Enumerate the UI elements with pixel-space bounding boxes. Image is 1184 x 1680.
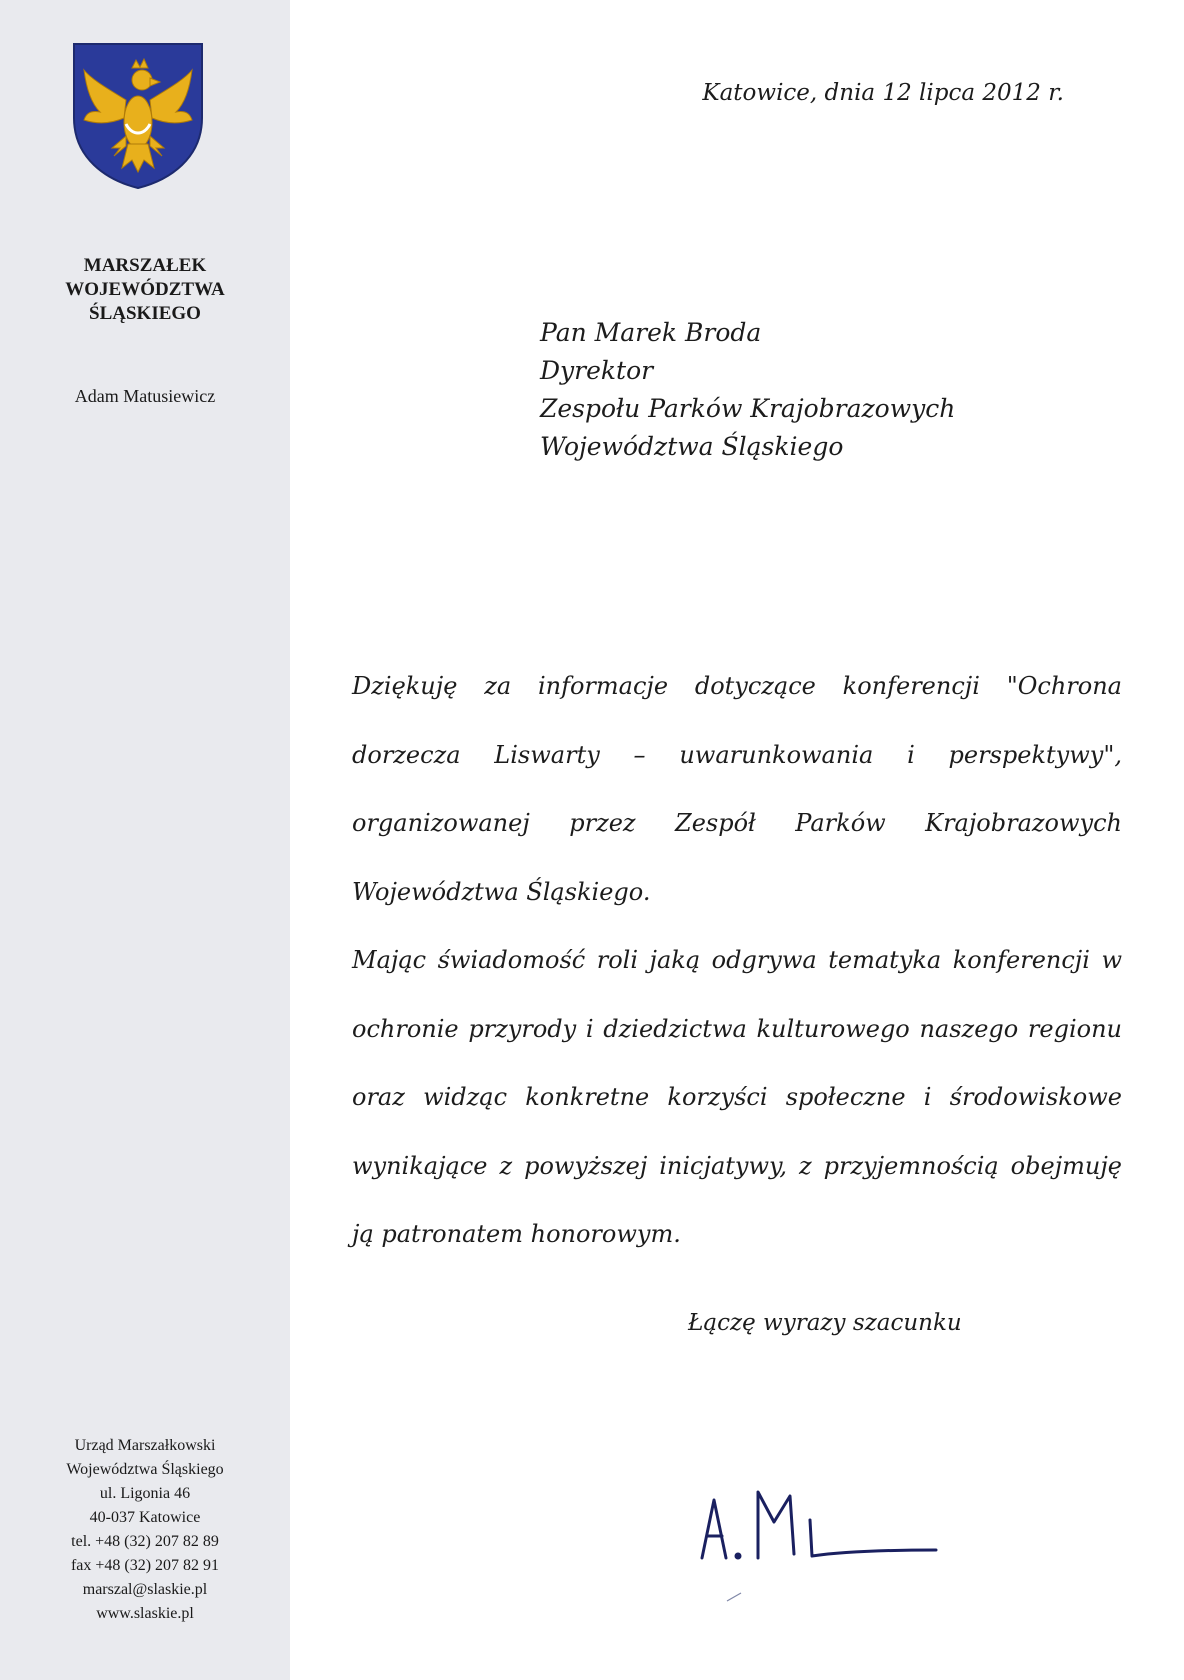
- contact-email: marszal@slaskie.pl: [82, 1581, 208, 1598]
- contact-line: Województwa Śląskiego: [66, 1461, 224, 1478]
- letterhead-sidebar: [0, 0, 290, 1680]
- silesian-eagle-coat-of-arms-icon: [70, 40, 206, 190]
- contact-fax: fax +48 (32) 207 82 91: [70, 1557, 220, 1574]
- letter-date: Katowice, dnia 12 lipca 2012 r.: [702, 80, 1064, 106]
- office-title-line: WOJEWÓDZTWA: [65, 279, 225, 300]
- office-title: [0, 254, 290, 326]
- letter-body: [352, 652, 1122, 1269]
- pen-mark: [726, 1592, 742, 1602]
- recipient-line: Dyrektor: [540, 356, 654, 385]
- body-paragraph: Mając świadomość roli jaką odgrywa tematyka konferencji w ochronie przyrody i dziedzictwa kulturowego naszego regionu oraz widząc konkretne korzyści społeczne i środowiskowe wynikające z powyższej inicjatywy, z przyjemnością obejmuję ją patronatem honorowym.: [352, 946, 1122, 1248]
- recipient-line: Województwa Śląskiego: [540, 432, 844, 461]
- recipient-line: Pan Marek Broda: [540, 318, 762, 347]
- closing-phrase: Łączę wyrazy szacunku: [688, 1310, 962, 1336]
- contact-website: www.slaskie.pl: [96, 1605, 194, 1622]
- office-title-line: MARSZAŁEK: [83, 255, 207, 276]
- body-paragraph: Dziękuję za informacje dotyczące konferencji "Ochrona dorzecza Liswarty – uwarunkowania i perspektywy", organizowanej przez Zespół Parków Krajobrazowych Województwa Śląskiego.: [352, 672, 1122, 906]
- recipient-address: [540, 314, 955, 466]
- recipient-line: Zespołu Parków Krajobrazowych: [540, 394, 956, 423]
- contact-line: 40-037 Katowice: [89, 1509, 201, 1526]
- contact-block: [0, 1434, 290, 1626]
- contact-phone: tel. +48 (32) 207 82 89: [71, 1533, 219, 1550]
- contact-line: ul. Ligonia 46: [99, 1485, 191, 1502]
- handwritten-signature: [690, 1470, 950, 1580]
- office-title-line: ŚLĄSKIEGO: [89, 303, 201, 324]
- marshal-name: Adam Matusiewicz: [74, 386, 216, 406]
- contact-line: Urząd Marszałkowski: [74, 1437, 216, 1454]
